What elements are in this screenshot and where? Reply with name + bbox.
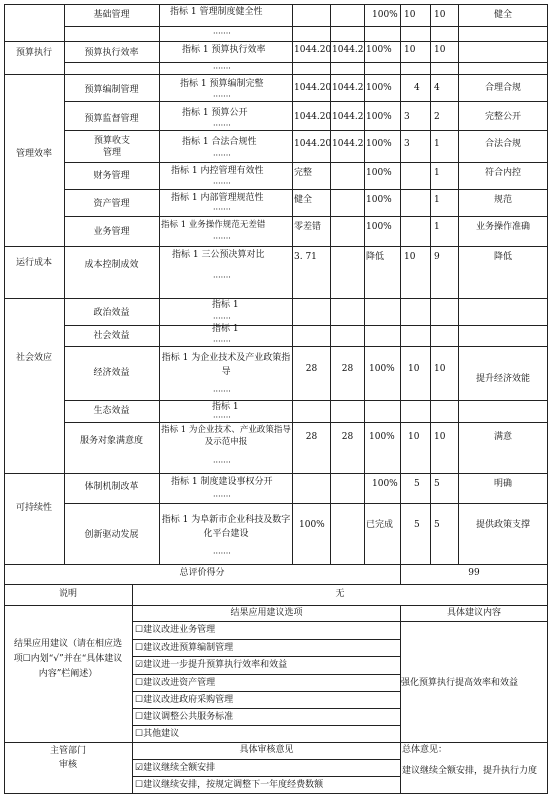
ellipsis: ······· — [213, 314, 231, 323]
apply-options-header: 结果应用建议选项 — [230, 608, 303, 618]
review-label: 主管部门审核 — [50, 746, 87, 770]
completion-rate: 已完成 — [366, 520, 394, 530]
category: 运行成本 — [15, 258, 52, 268]
grid-line — [4, 41, 548, 42]
grid-line — [4, 584, 548, 585]
sub-category: 预算执行效率 — [84, 48, 139, 58]
score: 10 — [434, 10, 446, 20]
remark: 明确 — [493, 479, 512, 489]
target-value: 1044.20 — [294, 112, 332, 122]
indicator: 指标 1 预算执行效率 — [182, 45, 266, 55]
grid-line — [159, 4, 160, 564]
apply-option[interactable]: ☐建议改进预算编制管理 — [135, 643, 234, 653]
remark: 业务操作准确 — [475, 222, 530, 232]
target-value: 健全 — [294, 195, 313, 205]
sub-category: 预算收支管理 — [93, 136, 130, 158]
grid-line — [400, 605, 401, 794]
remark: 降低 — [493, 252, 512, 262]
completion-rate: 100% — [366, 168, 392, 178]
ellipsis: ······· — [213, 234, 231, 243]
grid-line — [4, 473, 548, 474]
sub-category: 服务对象满意度 — [79, 436, 143, 446]
apply-option[interactable]: ☐建议调整公共服务标准 — [135, 712, 234, 722]
actual-value: 1044.2 — [332, 83, 364, 93]
actual-value: 1044.2 — [332, 112, 364, 122]
score: 9 — [434, 252, 440, 262]
grid-line — [64, 26, 548, 27]
grid-line — [132, 759, 400, 760]
review-header: 具体审核意见 — [239, 745, 294, 755]
overall-opinion: 建议继续全额安排，提升执行力度 — [402, 766, 538, 776]
remark: 合法合规 — [484, 139, 521, 149]
target-value: 1044.20 — [294, 83, 332, 93]
sub-category: 创新驱动发展 — [84, 530, 139, 540]
completion-rate: 100% — [372, 10, 398, 20]
weight: 10 — [404, 252, 416, 262]
grid-line — [4, 298, 548, 299]
sub-category: 政治效益 — [93, 308, 130, 318]
grid-line — [132, 621, 548, 622]
sub-category: 生态效益 — [93, 406, 130, 416]
weight: 5 — [414, 520, 420, 530]
completion-rate: 100% — [372, 479, 398, 489]
completion-rate: 100% — [369, 432, 395, 442]
indicator: 指标 1 内部管理规范性 — [171, 193, 264, 203]
remark: 健全 — [493, 10, 512, 20]
completion-rate: 100% — [366, 195, 392, 205]
weight: 10 — [408, 364, 420, 374]
category: 预算执行 — [15, 48, 52, 58]
apply-content-header: 具体建议内容 — [446, 608, 501, 618]
grid-line — [4, 74, 548, 75]
grid-line — [64, 346, 548, 347]
score: 1 — [434, 222, 440, 232]
weight: 5 — [414, 479, 420, 489]
actual-value: 28 — [341, 364, 354, 374]
remark: 合理合规 — [484, 83, 521, 93]
ellipsis: ······· — [213, 458, 231, 467]
overall-opinion-label: 总体意见： — [402, 745, 448, 755]
remark: 完整公开 — [484, 112, 521, 122]
grid-line — [64, 130, 548, 131]
indicator: 指标 1 为阜新市企业科技及数字化平台建设 — [161, 515, 291, 539]
target-value: 28 — [305, 432, 318, 442]
explain-value: 无 — [335, 589, 345, 599]
ellipsis: ······· — [213, 92, 231, 101]
target-value: 1044.20 — [294, 139, 332, 149]
grid-line — [64, 101, 548, 102]
sub-category: 成本控制成效 — [84, 260, 139, 270]
target-value: 1044.20 — [294, 45, 332, 55]
indicator: 指标 1 三公预决算对比 — [172, 250, 265, 260]
indicator: 指标 1 为企业技术及产业政策指导 — [161, 353, 291, 377]
category: 可持续性 — [16, 503, 53, 513]
grid-line — [64, 62, 548, 63]
apply-option[interactable]: ☐建议改进资产管理 — [135, 678, 216, 688]
weight: 10 — [404, 45, 416, 55]
grid-line — [4, 4, 5, 794]
grid-line — [64, 503, 548, 504]
total-score-label: 总评价得分 — [179, 568, 225, 578]
grid-line — [64, 422, 548, 423]
ellipsis: ······· — [213, 179, 231, 188]
review-option[interactable]: ☑建议继续全额安排 — [135, 763, 216, 773]
grid-line — [430, 4, 431, 564]
sub-category: 基础管理 — [93, 10, 130, 20]
category: 管理效率 — [15, 149, 52, 159]
sub-category: 社会效益 — [93, 331, 130, 341]
weight: 3 — [404, 139, 410, 149]
grid-line — [4, 742, 548, 743]
apply-option[interactable]: ☑建议进一步提升预算执行效率和效益 — [135, 660, 288, 670]
review-option[interactable]: ☐建议继续安排，按规定调整下一年度经费数额 — [135, 780, 324, 790]
actual-value: 28 — [341, 432, 354, 442]
sub-category: 资产管理 — [93, 199, 130, 209]
actual-value: 1044.2 — [332, 45, 364, 55]
target-value: 完整 — [294, 168, 313, 178]
completion-rate: 100% — [366, 83, 392, 93]
grid-line — [132, 656, 400, 657]
grid-line — [132, 725, 400, 726]
indicator: 指标 1 — [212, 324, 239, 334]
ellipsis: ······· — [213, 121, 231, 130]
ellipsis: ······· — [213, 205, 231, 214]
apply-option[interactable]: ☐其他建议 — [135, 729, 180, 739]
grid-line — [64, 162, 548, 163]
sub-category: 预算监督管理 — [84, 114, 139, 124]
grid-line — [4, 605, 548, 606]
total-score-value: 99 — [468, 568, 480, 578]
weight: 10 — [408, 432, 420, 442]
remark: 符合内控 — [484, 168, 521, 178]
ellipsis: ······· — [213, 413, 231, 422]
ellipsis: ······· — [213, 337, 231, 346]
ellipsis: ······· — [213, 29, 231, 38]
grid-line — [132, 776, 400, 777]
ellipsis: ······· — [213, 549, 231, 558]
grid-line — [64, 216, 548, 217]
indicator: 指标 1 管理制度健全性 — [170, 7, 263, 17]
indicator: 指标 1 — [212, 300, 239, 310]
grid-line — [132, 639, 400, 640]
target-value: 零差错 — [294, 222, 322, 232]
indicator: 指标 1 业务操作规范无差错 — [161, 220, 266, 230]
score: 5 — [434, 520, 440, 530]
remark: 满意 — [493, 432, 512, 442]
ellipsis: ······· — [213, 151, 231, 160]
score: 1 — [434, 195, 440, 205]
score: 4 — [434, 83, 440, 93]
remark: 提升经济效能 — [475, 374, 530, 384]
score: 1 — [434, 168, 440, 178]
indicator: 指标 1 预算编制完整 — [180, 79, 264, 89]
grid-line — [400, 4, 401, 564]
grid-line — [64, 400, 548, 401]
apply-label: 结果应用建议（请在相应选项☐内划“√”并在“具体建议内容”栏阐述） — [13, 639, 123, 679]
remark: 提供政策支撑 — [475, 520, 530, 530]
target-value: 28 — [305, 364, 318, 374]
explain-label: 说明 — [58, 589, 77, 599]
score: 10 — [434, 364, 446, 374]
grid-line — [64, 189, 548, 190]
grid-line — [132, 691, 400, 692]
indicator: 指标 1 制度建设事权分开 — [171, 477, 273, 487]
weight: 4 — [414, 83, 420, 93]
completion-rate: 100% — [366, 222, 392, 232]
grid-line — [132, 674, 400, 675]
grid-line — [132, 708, 400, 709]
indicator: 指标 1 — [212, 402, 239, 412]
completion-rate: 100% — [366, 112, 392, 122]
sub-category: 经济效益 — [93, 368, 130, 378]
sub-category: 预算编制管理 — [84, 85, 139, 95]
grid-line — [4, 246, 548, 247]
target-value: 3. 71 — [294, 252, 317, 262]
completion-rate: 100% — [369, 364, 395, 374]
actual-value: 1044.2 — [332, 139, 364, 149]
weight: 3 — [404, 112, 410, 122]
category: 社会效应 — [15, 353, 52, 363]
completion-rate: 100% — [366, 45, 392, 55]
grid-line — [364, 4, 365, 564]
sub-category: 业务管理 — [93, 227, 130, 237]
ellipsis: ······· — [213, 273, 231, 282]
sub-category: 体制机制改革 — [84, 482, 139, 492]
ellipsis: ······· — [213, 64, 231, 73]
apply-option[interactable]: ☐建议改进业务管理 — [135, 625, 216, 635]
score: 10 — [434, 432, 446, 442]
indicator: 指标 1 合法合规性 — [182, 137, 257, 147]
indicator: 指标 1 预算公开 — [182, 108, 248, 118]
grid-line — [292, 4, 293, 564]
grid-line — [547, 4, 548, 794]
remark: 规范 — [493, 195, 512, 205]
indicator: 指标 1 为企业技术、产业政策指导及示范申报 — [161, 425, 291, 447]
indicator: 指标 1 内控管理有效性 — [171, 166, 264, 176]
grid-line — [4, 4, 548, 5]
target-value: 100% — [299, 520, 325, 530]
score: 5 — [434, 479, 440, 489]
apply-option[interactable]: ☐建议改进政府采购管理 — [135, 695, 234, 705]
grid-line — [4, 793, 548, 794]
score: 10 — [434, 45, 446, 55]
sub-category: 财务管理 — [93, 171, 130, 181]
ellipsis: ······· — [213, 492, 231, 501]
grid-line — [4, 564, 548, 565]
weight: 10 — [404, 10, 416, 20]
performance-evaluation-table — [4, 4, 548, 794]
ellipsis: ······· — [213, 387, 231, 396]
score: 1 — [434, 139, 440, 149]
completion-rate: 100% — [366, 139, 392, 149]
grid-line — [64, 325, 548, 326]
apply-content: 强化预算执行提高效率和效益 — [401, 678, 519, 688]
completion-rate: 降低 — [366, 252, 385, 262]
score: 2 — [434, 112, 440, 122]
